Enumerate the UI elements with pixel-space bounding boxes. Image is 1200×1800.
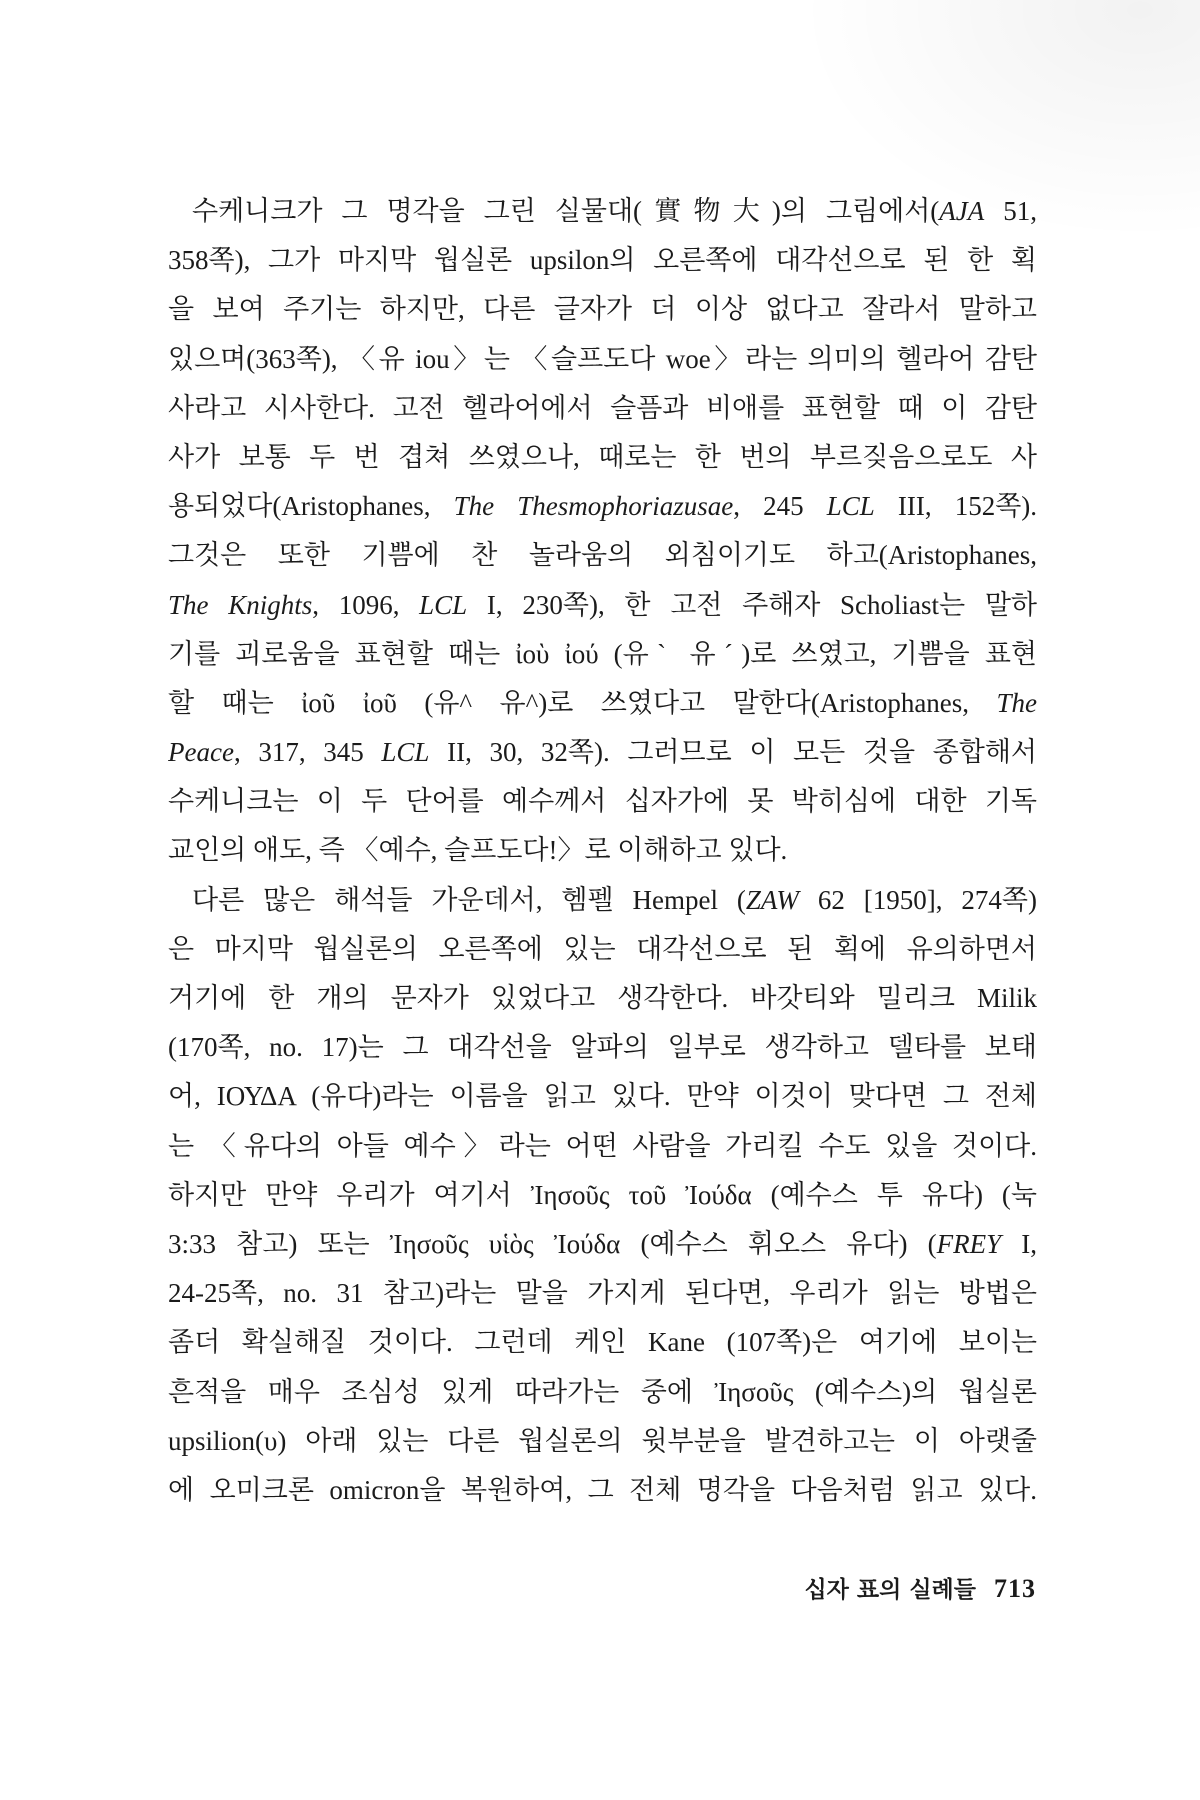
text-line	[168, 1466, 1037, 1515]
body-text	[168, 187, 1037, 1515]
text-segment: III, 152쪽).	[874, 491, 1037, 522]
italic-text: The Thesmophoriazusae	[453, 491, 734, 522]
text-segment: 에 오미크론 omicron을 복원하여, 그 전체 명각을 다음처럼 읽고 있다.	[168, 1474, 1037, 1505]
text-segment: 사라고 시사한다. 고전 헬라어에서 슬픔과 비애를 표현할 때 이 감탄	[168, 392, 1037, 423]
text-segment: 사가 보통 두 번 겹쳐 쓰였으나, 때로는 한 번의 부르짖음으로도 사	[168, 441, 1037, 472]
text-segment: 358쪽), 그가 마지막 웝실론 upsilon의 오른쪽에 대각선으로 된 한 획	[168, 245, 1037, 276]
text-line	[168, 285, 1037, 334]
text-segment: 을 보여 주기는 하지만, 다른 글자가 더 이상 없다고 잘라서 말하고	[168, 294, 1037, 325]
text-line	[168, 1368, 1037, 1417]
text-line	[168, 1023, 1037, 1072]
italic-text: Peace	[168, 737, 234, 768]
text-segment: , 1096,	[312, 589, 420, 620]
text-line	[168, 1269, 1037, 1318]
text-segment: 어, ΙΟΥΔΑ (유다)라는 이름을 읽고 있다. 만약 이것이 맞다면 그 전체	[168, 1081, 1037, 1112]
text-line	[168, 1171, 1037, 1220]
text-segment: 하지만 만약 우리가 여기서 Ἰησοῦς τοῦ Ἰούδα (예수스 투 유다) (눅	[168, 1179, 1037, 1210]
italic-text: ZAW	[745, 884, 799, 915]
text-segment: 수케니크가 그 명각을 그린 실물대(實物大)의 그림에서(	[192, 196, 940, 226]
text-segment: 그것은 또한 기쁨에 찬 놀라움의 외침이기도 하고(Aristophanes,	[168, 540, 1037, 571]
text-segment: 있으며(363쪽), 〈유 iou〉는 〈슬프도다 woe〉라는 의미의 헬라어 감탄	[168, 343, 1037, 374]
text-line	[168, 925, 1037, 974]
text-segment: 다른 많은 해석들 가운데서, 헴펠 Hempel (	[192, 884, 746, 915]
text-segment: 할 때는 ἰοῦ ἰοῦ (유^ 유^)로 쓰였다고 말한다(Aristophanes,	[168, 687, 997, 718]
text-segment: 은 마지막 웝실론의 오른쪽에 있는 대각선으로 된 획에 유의하면서	[168, 933, 1037, 964]
text-segment: I, 230쪽), 한 고전 주해자 Scholiast는 말하	[467, 589, 1037, 620]
text-segment: 62 [1950], 274쪽)	[798, 884, 1037, 915]
text-segment: 24-25쪽, no. 31 참고)라는 말을 가지게 된다면, 우리가 읽는 방법은	[168, 1278, 1037, 1309]
italic-text: AJA	[939, 196, 985, 226]
text-segment: 3:33 참고) 또는 Ἰησοῦς υἱὸς Ἰούδα (예수스 휘오스 유다) (	[168, 1228, 937, 1259]
text-line	[168, 630, 1037, 679]
text-segment: , 245	[733, 491, 827, 522]
italic-text: LCL	[381, 737, 430, 768]
text-segment: 수케니크는 이 두 단어를 예수께서 십자가에 못 박히심에 대한 기독	[168, 786, 1037, 817]
text-segment: , 317, 345	[233, 737, 382, 768]
text-line	[168, 974, 1037, 1023]
text-segment: 흔적을 매우 조심성 있게 따라가는 중에 Ἰησοῦς (예수스)의 웝실론	[168, 1376, 1037, 1407]
text-line	[168, 531, 1037, 580]
running-title: 십자 표의 실례들	[804, 1577, 976, 1603]
text-segment: (170쪽, no. 17)는 그 대각선을 알파의 일부로 생각하고 델타를 보태	[168, 1032, 1037, 1063]
italic-text: LCL	[419, 589, 468, 620]
text-line	[168, 1220, 1037, 1269]
text-segment: 기를 괴로움을 표현할 때는 ἰοὺ ἰού (유ˋ 유ˊ)로 쓰였고, 기쁨을 표현	[168, 638, 1037, 669]
text-line	[168, 826, 1037, 875]
text-line	[168, 236, 1037, 285]
text-line	[168, 335, 1037, 384]
text-segment: 교인의 애도, 즉 〈예수, 슬프도다!〉로 이해하고 있다.	[168, 835, 788, 866]
text-line	[168, 581, 1037, 630]
text-line	[168, 728, 1037, 777]
italic-text: FREY	[936, 1228, 1002, 1259]
text-line	[168, 433, 1037, 482]
text-segment: I,	[1001, 1228, 1037, 1259]
text-segment: 거기에 한 개의 문자가 있었다고 생각한다. 바갓티와 밀리크 Milik	[168, 983, 1037, 1013]
paragraph	[168, 876, 1037, 1515]
page-number: 713	[994, 1574, 1036, 1603]
text-line	[168, 1318, 1037, 1367]
text-line	[168, 876, 1037, 925]
text-segment: 좀더 확실해질 것이다. 그런데 케인 Kane (107쪽)은 여기에 보이는	[168, 1327, 1037, 1358]
text-segment: 는 〈유다의 아들 예수〉라는 어떤 사람을 가리킬 수도 있을 것이다.	[168, 1130, 1037, 1161]
text-line	[168, 777, 1037, 826]
text-line	[168, 1417, 1037, 1466]
text-line	[168, 1122, 1037, 1171]
text-segment: upsilion(υ) 아래 있는 다른 웝실론의 윗부분을 발견하고는 이 아랫줄	[168, 1425, 1037, 1456]
italic-text: The Knights	[168, 589, 313, 620]
page-footer	[804, 1571, 1036, 1607]
italic-text: LCL	[826, 491, 875, 522]
italic-text: The	[996, 687, 1037, 718]
text-segment: 51,	[984, 196, 1037, 226]
paragraph	[168, 187, 1037, 876]
text-line	[168, 384, 1037, 433]
text-line	[168, 1072, 1037, 1121]
text-line	[168, 187, 1037, 236]
text-line	[168, 679, 1037, 728]
text-line	[168, 482, 1037, 531]
text-segment: II, 30, 32쪽). 그러므로 이 모든 것을 종합해서	[429, 737, 1037, 768]
text-segment: 용되었다(Aristophanes,	[168, 491, 454, 522]
